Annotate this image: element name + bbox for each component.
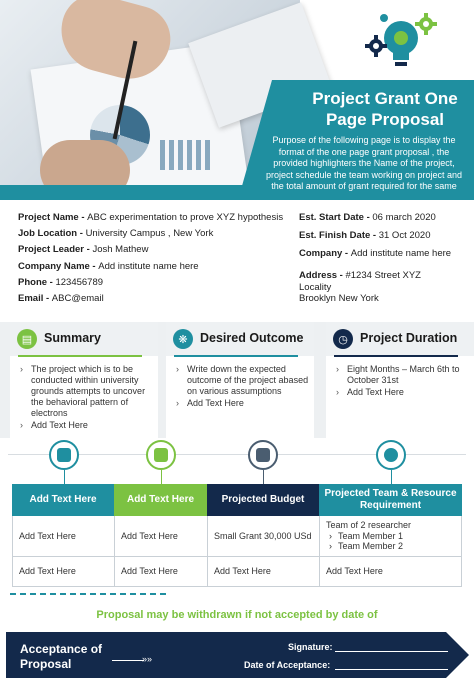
summary-title: Summary xyxy=(44,331,101,345)
outcome-title: Desired Outcome xyxy=(200,331,304,345)
table-cell: Add Text Here xyxy=(19,531,76,541)
company-name-row: Company Name - Add institute name here xyxy=(18,260,199,272)
page-title: Project Grant One Page Proposal xyxy=(312,89,458,129)
arrow-icon: »» xyxy=(142,654,153,664)
table-header: Add Text Here xyxy=(12,484,114,516)
lightbulb-gears-icon xyxy=(364,8,438,78)
outcome-card xyxy=(166,322,314,438)
signature-line[interactable] xyxy=(335,651,448,652)
table-cell: Small Grant 30,000 USd xyxy=(214,531,312,541)
duration-title: Project Duration xyxy=(360,331,458,345)
duration-list xyxy=(334,364,469,399)
list-item: › Add Text Here xyxy=(18,420,153,431)
start-date-row: Est. Start Date - 06 march 2020 xyxy=(299,212,436,223)
list-item: › Team Member 2 xyxy=(326,541,460,552)
table-cell: Add Text Here xyxy=(326,566,383,576)
acceptance-title: Acceptance of Proposal xyxy=(20,642,103,671)
acceptance-date-line[interactable] xyxy=(335,669,448,670)
withdraw-note: Proposal may be withdrawn if not accepted by date of xyxy=(96,609,378,621)
schedule-info xyxy=(299,212,469,305)
table-header: Projected Budget xyxy=(207,484,319,516)
header-section xyxy=(0,0,474,200)
project-info xyxy=(18,212,288,309)
flowchart-icon xyxy=(146,440,176,470)
summary-card xyxy=(10,322,158,438)
finish-date-row: Est. Finish Date - 31 Oct 2020 xyxy=(299,230,431,241)
address-block: Address - #1234 Street XYZ Locality Brooklyn New York xyxy=(299,270,421,304)
clipboard-icon: ▤ xyxy=(17,329,37,349)
outcome-list xyxy=(174,364,309,410)
list-item: › Add Text Here xyxy=(334,387,469,398)
table-header: Add Text Here xyxy=(114,484,207,516)
project-name-row: Project Name - ABC experimentation to prove XYZ hypothesis xyxy=(18,212,284,223)
list-item: › The project which is to be conducted within university grounds attempts to uncover the behavioral pattern of electrons xyxy=(18,364,153,419)
summary-list xyxy=(18,364,153,432)
acceptance-date-label: Date of Acceptance: xyxy=(244,660,331,670)
list-item: › Eight Months – March 6th to October 31st xyxy=(334,364,469,386)
signature-label: Signature: xyxy=(288,642,333,652)
table-cell: Add Text Here xyxy=(214,566,271,576)
document-icon xyxy=(49,440,79,470)
list-item: › Team Member 1 xyxy=(326,531,460,542)
divider xyxy=(10,593,170,595)
list-item: › Add Text Here xyxy=(174,398,309,409)
clock-icon: ◷ xyxy=(333,329,353,349)
team-cell: Team of 2 researcher › Team Member 1 › Team Member 2 xyxy=(326,520,460,552)
purpose-text: Purpose of the following page is to display the format of the one page grant proposal , the provided highlighters the Name of the project, project schedule the team working on project and the total amount of grant required for the same xyxy=(265,135,463,191)
budget-chart-icon xyxy=(248,440,278,470)
project-leader-row: Project Leader - Josh Mathew xyxy=(18,244,149,256)
table-header: Projected Team & Resource Requirement xyxy=(319,484,462,516)
table-cell: Add Text Here xyxy=(19,566,76,576)
phone-row: Phone - 123456789 xyxy=(18,276,104,288)
network-icon: ❋ xyxy=(173,329,193,349)
table-cell: Add Text Here xyxy=(121,566,178,576)
list-item: › Write down the expected outcome of the project abased on various assumptions xyxy=(174,364,309,397)
table-cell: Add Text Here xyxy=(121,531,178,541)
job-location-row: Job Location - University Campus , New York xyxy=(18,228,214,240)
email-row: Email - ABC@email xyxy=(18,292,104,304)
company-row: Company - Add institute name here xyxy=(299,248,452,259)
duration-card xyxy=(326,322,474,438)
team-icon xyxy=(376,440,406,470)
